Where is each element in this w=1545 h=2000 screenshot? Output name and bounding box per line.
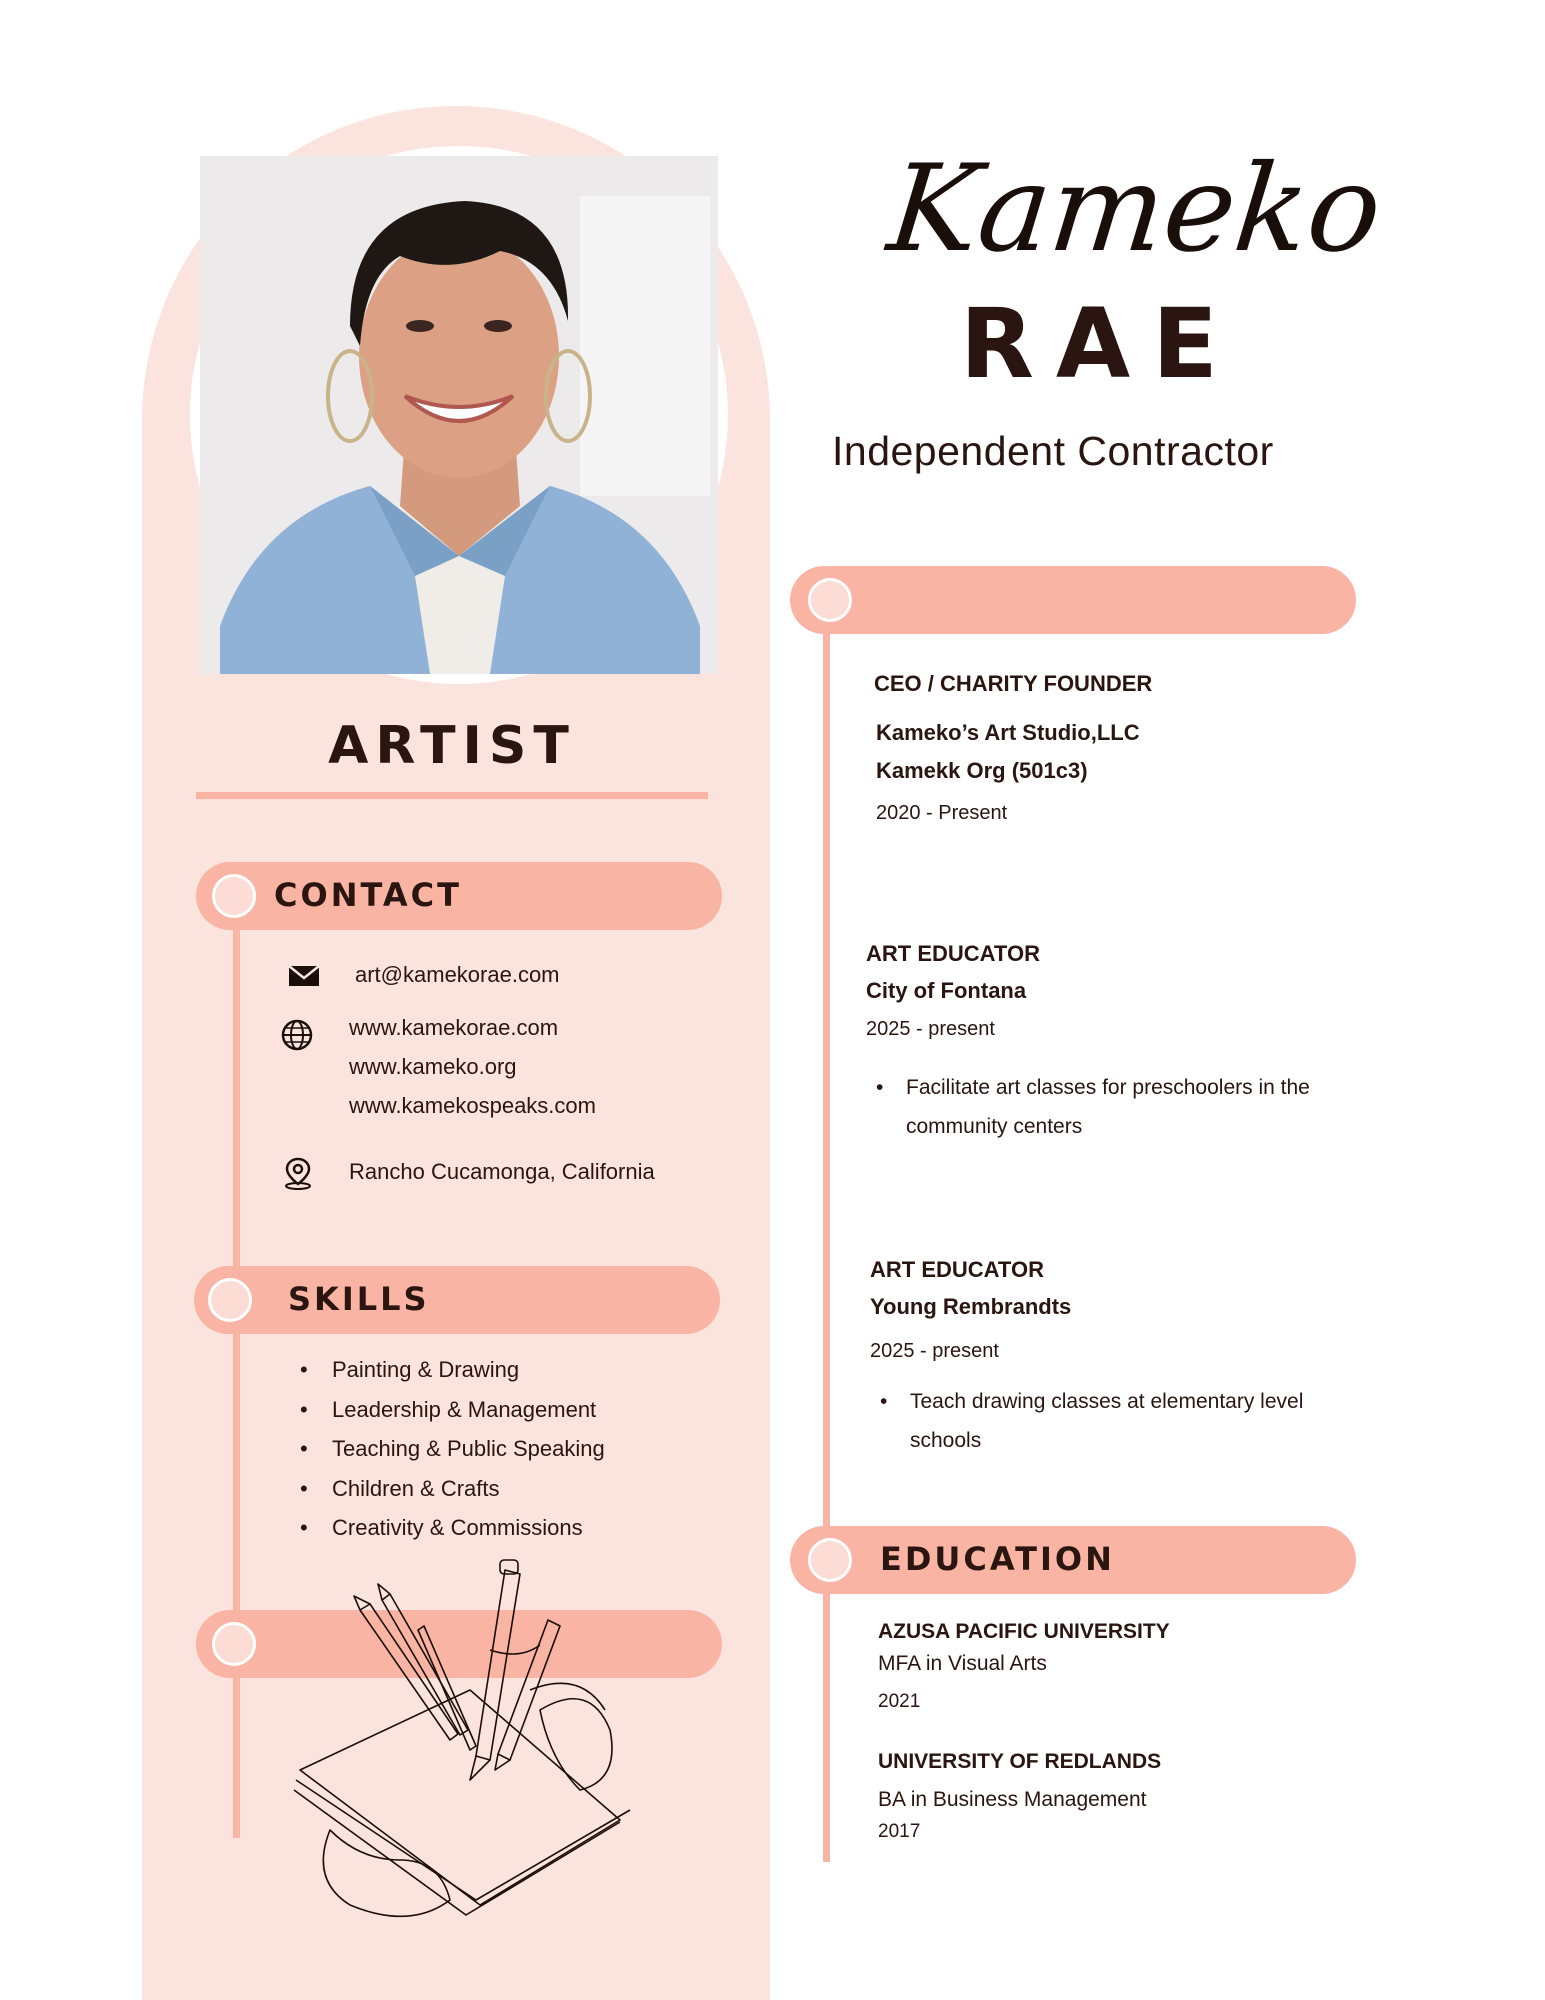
edu-degree: BA in Business Management: [878, 1788, 1147, 1811]
subtitle: Independent Contractor: [832, 428, 1274, 474]
experience-header: [790, 566, 1356, 634]
education-item: [878, 1616, 1170, 1718]
education-heading: EDUCATION: [880, 1540, 1115, 1578]
job-bullet-line: • Teach drawing classes at elementary level: [910, 1390, 1304, 1413]
edu-school: AZUSA PACIFIC UNIVERSITY: [878, 1620, 1170, 1643]
last-name: RAE: [960, 288, 1240, 400]
edu-year: 2017: [878, 1821, 921, 1842]
job-date: 2025 - present: [870, 1340, 999, 1362]
contact-heading: CONTACT: [274, 876, 462, 914]
contact-email[interactable]: art@kamekorae.com: [355, 962, 560, 987]
contact-website-2[interactable]: www.kameko.org: [349, 1054, 517, 1079]
contact-header-dot: [212, 874, 256, 918]
experience-header-dot: [808, 578, 852, 622]
job-bullet: [870, 1382, 1303, 1460]
profile-photo: [200, 156, 718, 674]
contact-header: [196, 862, 722, 930]
job-org: Kameko’s Art Studio,LLC: [876, 720, 1140, 745]
skill-item: • Leadership & Management: [296, 1390, 605, 1430]
skill-item: • Creativity & Commissions: [296, 1508, 605, 1548]
globe-icon: [280, 1018, 314, 1052]
job-org: Kamekk Org (501c3): [876, 758, 1088, 783]
edu-degree: MFA in Visual Arts: [878, 1652, 1047, 1675]
art-supplies-illustration: [290, 1560, 630, 1930]
job-org: City of Fontana: [866, 978, 1027, 1003]
contact-location: Rancho Cucamonga, California: [349, 1159, 655, 1184]
skills-heading: SKILLS: [288, 1280, 430, 1318]
job-bullet-line: • Facilitate art classes for preschoolers in the: [906, 1076, 1310, 1099]
experience-item: [874, 668, 1152, 832]
skills-header-dot: [208, 1278, 252, 1322]
skills-list: [296, 1350, 605, 1548]
education-header: [790, 1526, 1356, 1594]
job-title: ART EDUCATOR: [870, 1257, 1044, 1282]
job-title: CEO / CHARITY FOUNDER: [874, 671, 1153, 696]
experience-item: [866, 938, 1310, 1146]
skill-item: • Painting & Drawing: [296, 1350, 605, 1390]
first-name: Kameko: [882, 139, 1388, 279]
empty-section-dot: [212, 1622, 256, 1666]
envelope-icon: [287, 958, 321, 992]
job-bullet: [866, 1068, 1310, 1146]
skill-item: • Children & Crafts: [296, 1469, 605, 1509]
role-divider: [196, 792, 708, 799]
job-date: 2020 - Present: [876, 802, 1008, 824]
education-header-dot: [808, 1538, 852, 1582]
profile-photo-frame: [190, 146, 728, 684]
education-item: [878, 1746, 1161, 1846]
contact-website-1[interactable]: www.kamekorae.com: [349, 1015, 559, 1040]
right-timeline-line: [823, 600, 830, 1862]
skills-header: [194, 1266, 720, 1334]
edu-year: 2021: [878, 1691, 921, 1712]
job-bullet-line: schools: [910, 1429, 982, 1452]
job-bullet-line: community centers: [906, 1115, 1083, 1138]
job-org: Young Rembrandts: [870, 1294, 1072, 1319]
edu-school: UNIVERSITY OF REDLANDS: [878, 1750, 1162, 1773]
experience-item: [870, 1254, 1303, 1460]
skill-item: • Teaching & Public Speaking: [296, 1429, 605, 1469]
map-pin-icon: [281, 1156, 315, 1190]
contact-website-3[interactable]: www.kamekospeaks.com: [349, 1093, 596, 1118]
job-title: ART EDUCATOR: [866, 941, 1040, 966]
portrait-photo-icon: [200, 156, 718, 674]
left-timeline-line: [233, 890, 240, 1838]
first-name-script: [882, 110, 1388, 290]
role-title: ARTIST: [328, 716, 576, 776]
job-date: 2025 - present: [866, 1018, 995, 1040]
